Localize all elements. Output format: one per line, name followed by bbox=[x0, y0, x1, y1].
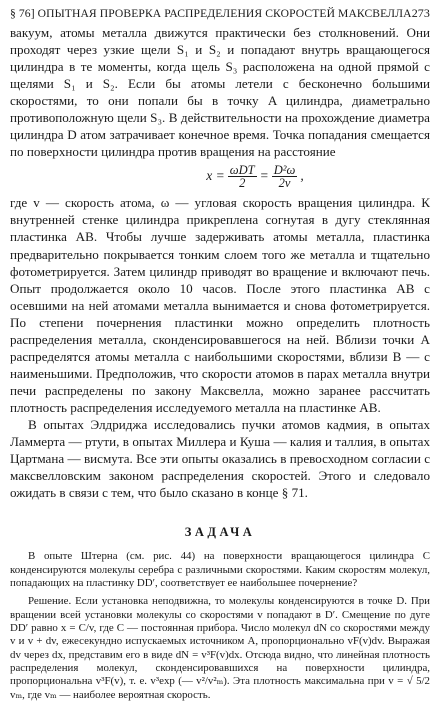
paragraph-3: В опытах Элдриджа исследовались пучки атомов кадмия, в опытах Ламмерта — ртути, в опытах Миллера и Куша — калия и таллия, в опытах Цартмана — висмута. Все эти опыты оказались в превосходном согласии с максвелловским законом распределения скоростей. Этого и следовало ожидать в связи с тем, что было сказано в конце § 71. bbox=[10, 416, 430, 501]
formula-frac2-numerator: D²ω bbox=[273, 162, 296, 177]
page bbox=[10, 6, 430, 702]
paragraph-1: вакуум, атомы металла движутся практически без столкновений. Они проходят через узкие щели S₁ и S₂ и попадают внутрь вращающегося цилиндра в те моменты, когда щель S₃ расположена на одной прямой с щелями S₁ и S₂. Если бы атомы летели с бесконечно большими скоростями, то они попали бы в точку A цилиндра, диаметрально противоположную щели S₃. В действительности на прохождение диаметра цилиндра D атом затрачивает конечное время. Точка попадания смещается по поверхности цилиндра против вращения на расстояние bbox=[10, 25, 430, 160]
section-header: § 76] ОПЫТНАЯ ПРОВЕРКА РАСПРЕДЕЛЕНИЯ СКОРОСТЕЙ МАКСВЕЛЛА bbox=[10, 7, 412, 20]
formula-fraction-2 bbox=[272, 164, 298, 189]
formula-frac1-numerator: ωDT bbox=[229, 162, 255, 177]
solution-text: Решение. Если установка неподвижна, то молекулы конденсируются в точке D. При вращении всей установки молекулы со скоростями v попадают в D′. Смещение по дуге DD′ равно x = C/v, где C — постоянная прибора. Число молекул dN со скоростями между v и v + dv, ежесекундно испускаемых источником A, пропорционально vF(v)dv. Выражая dv через dx, представим его в виде dN = v³F(v)dx. Отсюда видно, что линейная плотность распределения молекул, сконденсировавшихся на поверхности цилиндра, пропорциональна v³F(v), т. е. v³exp (— v²/v²ₘ). Эта плотность максимальна при v = √ 5/2 vₘ, где vₘ — наиболее вероятная скорость. bbox=[10, 595, 430, 701]
formula-lhs: x = bbox=[206, 168, 225, 184]
page-number: 273 bbox=[411, 6, 430, 20]
problem-heading: ЗАДАЧА bbox=[184, 525, 256, 540]
formula-frac1-denominator: 2 bbox=[239, 175, 246, 190]
running-header bbox=[10, 6, 430, 24]
problem-text: В опыте Штерна (см. рис. 44) на поверхности вращающегося цилиндра C конденсируются молекулы серебра с различными скоростями. Каким скоростям молекул, попадающих на пластинку DD′, соответствует ее наибольшее почернение? bbox=[10, 550, 430, 589]
formula-equals: = bbox=[259, 168, 269, 184]
formula-frac2-denominator: 2v bbox=[278, 175, 291, 190]
formula-tail: , bbox=[300, 168, 304, 184]
paragraph-2: где v — скорость атома, ω — угловая скорость вращения цилиндра. К внутренней стенке цилиндра прикреплена согнутая в дугу стеклянная пластинка AB. Чтобы лучше задерживать атомы металла, пластинка предварительно покрывается тонким слоем того же металла и тщательно фотометрируется. Затем цилиндр приводят во вращение и включают печь. Опыт продолжается около 10 часов. После этого пластинка AB с осевшими на ней атомами металла вынимается и снова фотометрируется. По степени почернения пластинки можно определить плотность распределения металла, сконденсировавшегося на ней. Вблизи точки A распределятся атомы металла с наибольшими скоростями, вблизи B — с наименьшими. Предположив, что скорости атомов в парах металла внутри печи распределены по закону Максвелла, можно заранее рассчитать плотность распределения исследуемого металла на пластинке AB. bbox=[10, 195, 430, 415]
formula bbox=[80, 163, 430, 189]
formula-fraction-1 bbox=[228, 164, 257, 189]
